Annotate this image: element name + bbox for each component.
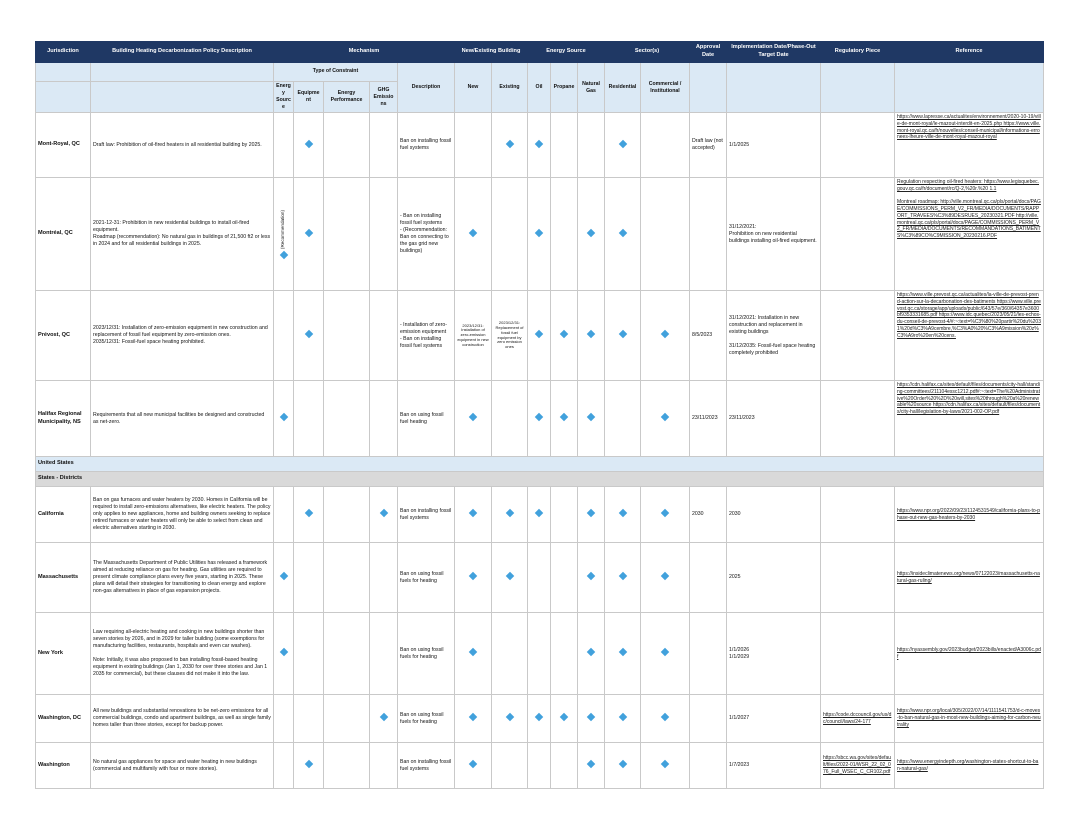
diamond-marker-icon: [587, 713, 595, 721]
regulatory-cell: [821, 291, 895, 381]
col-new: New: [455, 63, 492, 113]
jurisdiction-cell: Washington, DC: [36, 695, 91, 743]
diamond-marker-icon: [304, 330, 312, 338]
regulatory-cell: [821, 113, 895, 178]
diamond-marker-icon: [505, 509, 513, 517]
regulatory-link[interactable]: https://code.dccouncil.gov/us/dc/council/laws/24-177: [821, 695, 895, 743]
policy-table: [35, 41, 1044, 789]
implementation-cell: 1/1/2027: [727, 695, 821, 743]
implementation-cell: 31/12/2021: Installation in new construction and replacement in existing buildings 31/12/2035: Fossil-fuel space heating completely prohibited: [727, 291, 821, 381]
col-residential: Residential: [605, 63, 641, 113]
diamond-marker-icon: [560, 413, 568, 421]
approval-cell: [690, 743, 727, 789]
diamond-marker-icon: [587, 330, 595, 338]
description-cell: The Massachusetts Department of Public Utilities has released a framework aimed at reducing reliance on gas for heating. Gas utilities are required to present climate compliance plans every five years, starting in 2025. These plans will detail their strategies for transitioning to clean energy and explore non-gas alternatives in place of gas expansion projects.: [91, 543, 274, 613]
diamond-marker-icon: [535, 413, 543, 421]
regulatory-cell: [821, 381, 895, 457]
diamond-marker-icon: [279, 648, 287, 656]
diamond-marker-icon: [535, 228, 543, 236]
jurisdiction-cell: New York: [36, 613, 91, 695]
diamond-marker-icon: [279, 413, 287, 421]
section-row-states-districts: States - Districts: [36, 472, 1044, 487]
table-row: [36, 178, 1044, 291]
diamond-marker-icon: [304, 760, 312, 768]
table-row: [36, 487, 1044, 543]
col-jurisdiction: Jurisdiction: [36, 42, 91, 63]
col-existing: Existing: [492, 63, 528, 113]
table-row: [36, 381, 1044, 457]
jurisdiction-cell: Washington: [36, 743, 91, 789]
description-cell: Ban on gas furnaces and water heaters by 2030. Homes in California will be required to install zero-emissions alternatives, like electric heaters. The policy only applies to new appliances, home and building owners seeking to replace retired furnaces or water heaters will only be able to select from clean and electric alternatives starting in 2030.: [91, 487, 274, 543]
col-sectors: Sector(s): [605, 42, 690, 63]
diamond-marker-icon: [535, 139, 543, 147]
diamond-marker-icon: [469, 648, 477, 656]
diamond-marker-icon: [469, 572, 477, 580]
jurisdiction-cell: Mont-Royal, QC: [36, 113, 91, 178]
table-row: [36, 743, 1044, 789]
policy-table-container: [35, 41, 1043, 789]
description-cell: 2021-12-31: Prohibition in new residential buildings to install oil-fired equipment. Roadmap (recommendation): No natural gas in buildings of 21,500 ft2 or less in 2024 and for all residential buildings in 2025.: [91, 178, 274, 291]
diamond-marker-icon: [560, 330, 568, 338]
reference-cell[interactable]: Regulation respecting oil-fired heaters: https://www.legisquebec.gouv.qc.ca/fr/document/rc/Q-2,%20r.%20 1.1 Montreal roadmap: http://ville.montreal.qc.ca/pls/portal/docs/PAGE/COMMISSIONS_PERM_V2_FR/MEDIA/DOCUMENTS/RAPPORT_TRAVEES%C3%89DESRUES_20230321.PDF http://ville.montreal.qc.ca/pls/portal/docs/PAGE/COMMISSIONS_PERM_V2_FR/MEDIA/DOCUMENTS/RECOMMANDATIONS_BATIMENTS%C3%89CO%C9MISSION_20230216.PDF: [895, 178, 1044, 291]
jurisdiction-cell: Prévost, QC: [36, 291, 91, 381]
diamond-marker-icon: [304, 228, 312, 236]
diamond-marker-icon: [618, 139, 626, 147]
approval-cell: 8/5/2023: [690, 291, 727, 381]
jurisdiction-cell: Montréal, QC: [36, 178, 91, 291]
col-mechanism: Mechanism: [274, 42, 455, 63]
approval-cell: [690, 695, 727, 743]
approval-cell: 2030: [690, 487, 727, 543]
existing-cell: 2023/12/31: Replacement of fossil fuel equipment by zero emission ones: [492, 291, 528, 381]
diamond-marker-icon: [279, 572, 287, 580]
description-cell: No natural gas appliances for space and water heating in new buildings (commercial and multifamily with four or more stories).: [91, 743, 274, 789]
reference-cell[interactable]: https://www.energyindepth.org/washington-states-shortcut-to-ban-natural-gas/: [895, 743, 1044, 789]
diamond-marker-icon: [505, 572, 513, 580]
diamond-marker-icon: [469, 760, 477, 768]
regulatory-cell: [821, 178, 895, 291]
description-cell: 2023/12/31: Installation of zero-emission equipment in new construction and replacement of fossil fuel equipment by zero-emission ones. 2035/12/31: Fossil-fuel space heating prohibited.: [91, 291, 274, 381]
jurisdiction-cell: Halifax Regional Municipality, NS: [36, 381, 91, 457]
col-type-of-constraint: Type of Constraint: [274, 63, 398, 82]
reference-cell[interactable]: https://www.ville.prevost.qc.ca/actualites/la-ville-de-prevost-prend-action-sur-la-decarbonation-des-batiments https://www.ville.prevost.qc.ca/storage/app/uploads/public/643/57e/360/64357e3600bf9353331685.pdf https://www.idc.quebec/2023/05/21/les-echos-du-conseil-de-prevost-4/#:~:text=%C3%80%20partir%20du%2031%20d%C3%A9cembre,%C3%A0%20%C3%A9mission%20z%C3%A9ro%20en%20cens.: [895, 291, 1044, 381]
mech-description-cell: - Installation of zero-emission equipment - Ban on installing fossil fuel systems: [398, 291, 455, 381]
diamond-marker-icon: [661, 509, 669, 517]
recommendation-label: (Recommendation): [280, 210, 286, 250]
header-row-2: [36, 63, 1044, 82]
table-row: [36, 113, 1044, 178]
diamond-marker-icon: [379, 509, 387, 517]
diamond-marker-icon: [661, 713, 669, 721]
col-c-equipment: Equipment: [294, 82, 324, 113]
diamond-marker-icon: [661, 413, 669, 421]
implementation-cell: 23/11/2023: [727, 381, 821, 457]
col-energy-source: Energy Source: [528, 42, 605, 63]
diamond-marker-icon: [618, 760, 626, 768]
col-approval: Approval Date: [690, 42, 727, 63]
col-c-ghg: GHG Emissions: [370, 82, 398, 113]
diamond-marker-icon: [618, 509, 626, 517]
regulatory-cell: [821, 543, 895, 613]
approval-cell: [690, 613, 727, 695]
description-cell: All new buildings and substantial renovations to be net-zero emissions for all commercial buildings, condo and apartment buildings, as well as single family homes taller than three stories, except for backup power.: [91, 695, 274, 743]
approval-cell: [690, 543, 727, 613]
col-description: Building Heating Decarbonization Policy Description: [91, 42, 274, 63]
diamond-marker-icon: [661, 330, 669, 338]
diamond-marker-icon: [618, 648, 626, 656]
implementation-cell: 2030: [727, 487, 821, 543]
diamond-marker-icon: [618, 330, 626, 338]
regulatory-cell: [821, 487, 895, 543]
table-row: [36, 543, 1044, 613]
diamond-marker-icon: [618, 228, 626, 236]
diamond-marker-icon: [661, 760, 669, 768]
mech-description-cell: Ban on installing fossil fuel systems: [398, 113, 455, 178]
description-cell: Law requiring all-electric heating and cooking in new buildings shorter than seven stories by 2026, and in 2029 for taller building (some exemptions for manufacturing facilities, restaurants, hospitals and even car washes). Note: Initially, it was also proposed to ban installing fossil-based heating equipment in existing buildings (Jan 1, 2030 for over three stories and Jan 1 2035 for commercial), but these clauses did not make it into the law.: [91, 613, 274, 695]
regulatory-link[interactable]: https://sbcc.wa.gov/sites/default/files/2022-01/WSR_22_02_076_Full_WSEC_C_CR102.pdf: [821, 743, 895, 789]
reference-cell[interactable]: https://insideclimatenews.org/news/07122023/massachusetts-natural-gas-ruling/: [895, 543, 1044, 613]
col-implementation: Implementation Date/Phase-Out Target Date: [727, 42, 821, 63]
diamond-marker-icon: [535, 330, 543, 338]
table-row: [36, 291, 1044, 381]
diamond-marker-icon: [535, 713, 543, 721]
diamond-marker-icon: [379, 713, 387, 721]
diamond-marker-icon: [304, 509, 312, 517]
col-natural-gas: Natural Gas: [578, 63, 605, 113]
mech-description-cell: Ban on installing fossil fuel systems: [398, 487, 455, 543]
diamond-marker-icon: [587, 509, 595, 517]
diamond-marker-icon: [661, 572, 669, 580]
diamond-marker-icon: [560, 713, 568, 721]
implementation-cell: 1/7/2023: [727, 743, 821, 789]
approval-cell: Draft law (not accepted): [690, 113, 727, 178]
col-c-energy-source: Energy Source: [274, 82, 294, 113]
mech-description-cell: Ban on using fossil fuel heating: [398, 381, 455, 457]
diamond-marker-icon: [469, 713, 477, 721]
col-commercial: Commercial / Institutional: [641, 63, 690, 113]
diamond-marker-icon: [587, 648, 595, 656]
implementation-cell: 1/1/2025: [727, 113, 821, 178]
reference-cell[interactable]: https://cdn.halifax.ca/sites/default/files/documents/city-hall/standing-committees/211104essc1212.pdf#:~:text=The%20Administrative%20Order%20%2D%20will,sites%20through%20a%20renewable%20source https://cdn.halifax.ca/sites/default/files/documents/city-hall/legislation-by-laws/2021-002-OP.pdf: [895, 381, 1044, 457]
diamond-marker-icon: [505, 713, 513, 721]
table-row: [36, 695, 1044, 743]
table-row: [36, 613, 1044, 695]
diamond-marker-icon: [587, 413, 595, 421]
diamond-marker-icon: [279, 251, 287, 259]
diamond-marker-icon: [469, 413, 477, 421]
implementation-cell: 31/12/2021: Prohibition on new residential buildings installing oil-fired equipment.: [727, 178, 821, 291]
approval-cell: 23/11/2023: [690, 381, 727, 457]
mech-description-cell: Ban on using fossil fuels for heating: [398, 543, 455, 613]
mech-description-cell: Ban on using fossil fuels for heating: [398, 613, 455, 695]
diamond-marker-icon: [587, 228, 595, 236]
reference-cell[interactable]: https://nyassembly.gov/2023budget/2023bills/enacted/A3006c.pdf: [895, 613, 1044, 695]
mech-description-cell: Ban on installing fossil fuel systems: [398, 743, 455, 789]
reference-cell[interactable]: https://www.lapresse.ca/actualites/environnement/2020-10-19/ville-de-mont-royal/le-mazout-interdit-en-2025.php https://www.ville.mont-royal.qc.ca/fr/nouvelles/conseil-municipal/informations-erronees-lheure-ville-de-mont-royal-mazout-royal: [895, 113, 1044, 178]
jurisdiction-cell: Massachusetts: [36, 543, 91, 613]
implementation-cell: 2025: [727, 543, 821, 613]
diamond-marker-icon: [587, 760, 595, 768]
new-cell: 2023/12/31: Installation of zero-emission equipment in new construction: [455, 291, 492, 381]
implementation-cell: 1/1/2026 1/1/2029: [727, 613, 821, 695]
approval-cell: [690, 178, 727, 291]
diamond-marker-icon: [618, 713, 626, 721]
diamond-marker-icon: [304, 139, 312, 147]
col-mech-description: Description: [398, 63, 455, 113]
reference-cell[interactable]: https://www.npr.org/2022/09/23/1124531549/california-plans-to-phase-out-new-gas-heaters-by-2030: [895, 487, 1044, 543]
diamond-marker-icon: [661, 648, 669, 656]
col-reference: Reference: [895, 42, 1044, 63]
mech-description-cell: Ban on using fossil fuels for heating: [398, 695, 455, 743]
col-propane: Propane: [551, 63, 578, 113]
regulatory-cell: [821, 613, 895, 695]
section-row-united-states: United States: [36, 457, 1044, 472]
col-new-existing: New/Existing Building: [455, 42, 528, 63]
col-regulatory: Regulatory Piece: [821, 42, 895, 63]
diamond-marker-icon: [505, 139, 513, 147]
diamond-marker-icon: [618, 572, 626, 580]
col-oil: Oil: [528, 63, 551, 113]
diamond-marker-icon: [535, 509, 543, 517]
mech-description-cell: - Ban on installing fossil fuel systems - (Recommendation: Ban on connecting to the gas grid new buildings): [398, 178, 455, 291]
diamond-marker-icon: [469, 509, 477, 517]
reference-cell[interactable]: https://www.npr.org/local/305/2022/07/14/1111541753/d-c-moves-to-ban-natural-gas-in-most-new-buildings-aiming-for-carbon-neutrality: [895, 695, 1044, 743]
diamond-marker-icon: [587, 572, 595, 580]
col-c-energy-performance: Energy Performance: [324, 82, 370, 113]
description-cell: Requirements that all new municipal facilities be designed and constructed as net-zero.: [91, 381, 274, 457]
header-row-1: [36, 42, 1044, 63]
jurisdiction-cell: California: [36, 487, 91, 543]
description-cell: Draft law: Prohibition of oil-fired heaters in all residential building by 2025.: [91, 113, 274, 178]
diamond-marker-icon: [469, 228, 477, 236]
